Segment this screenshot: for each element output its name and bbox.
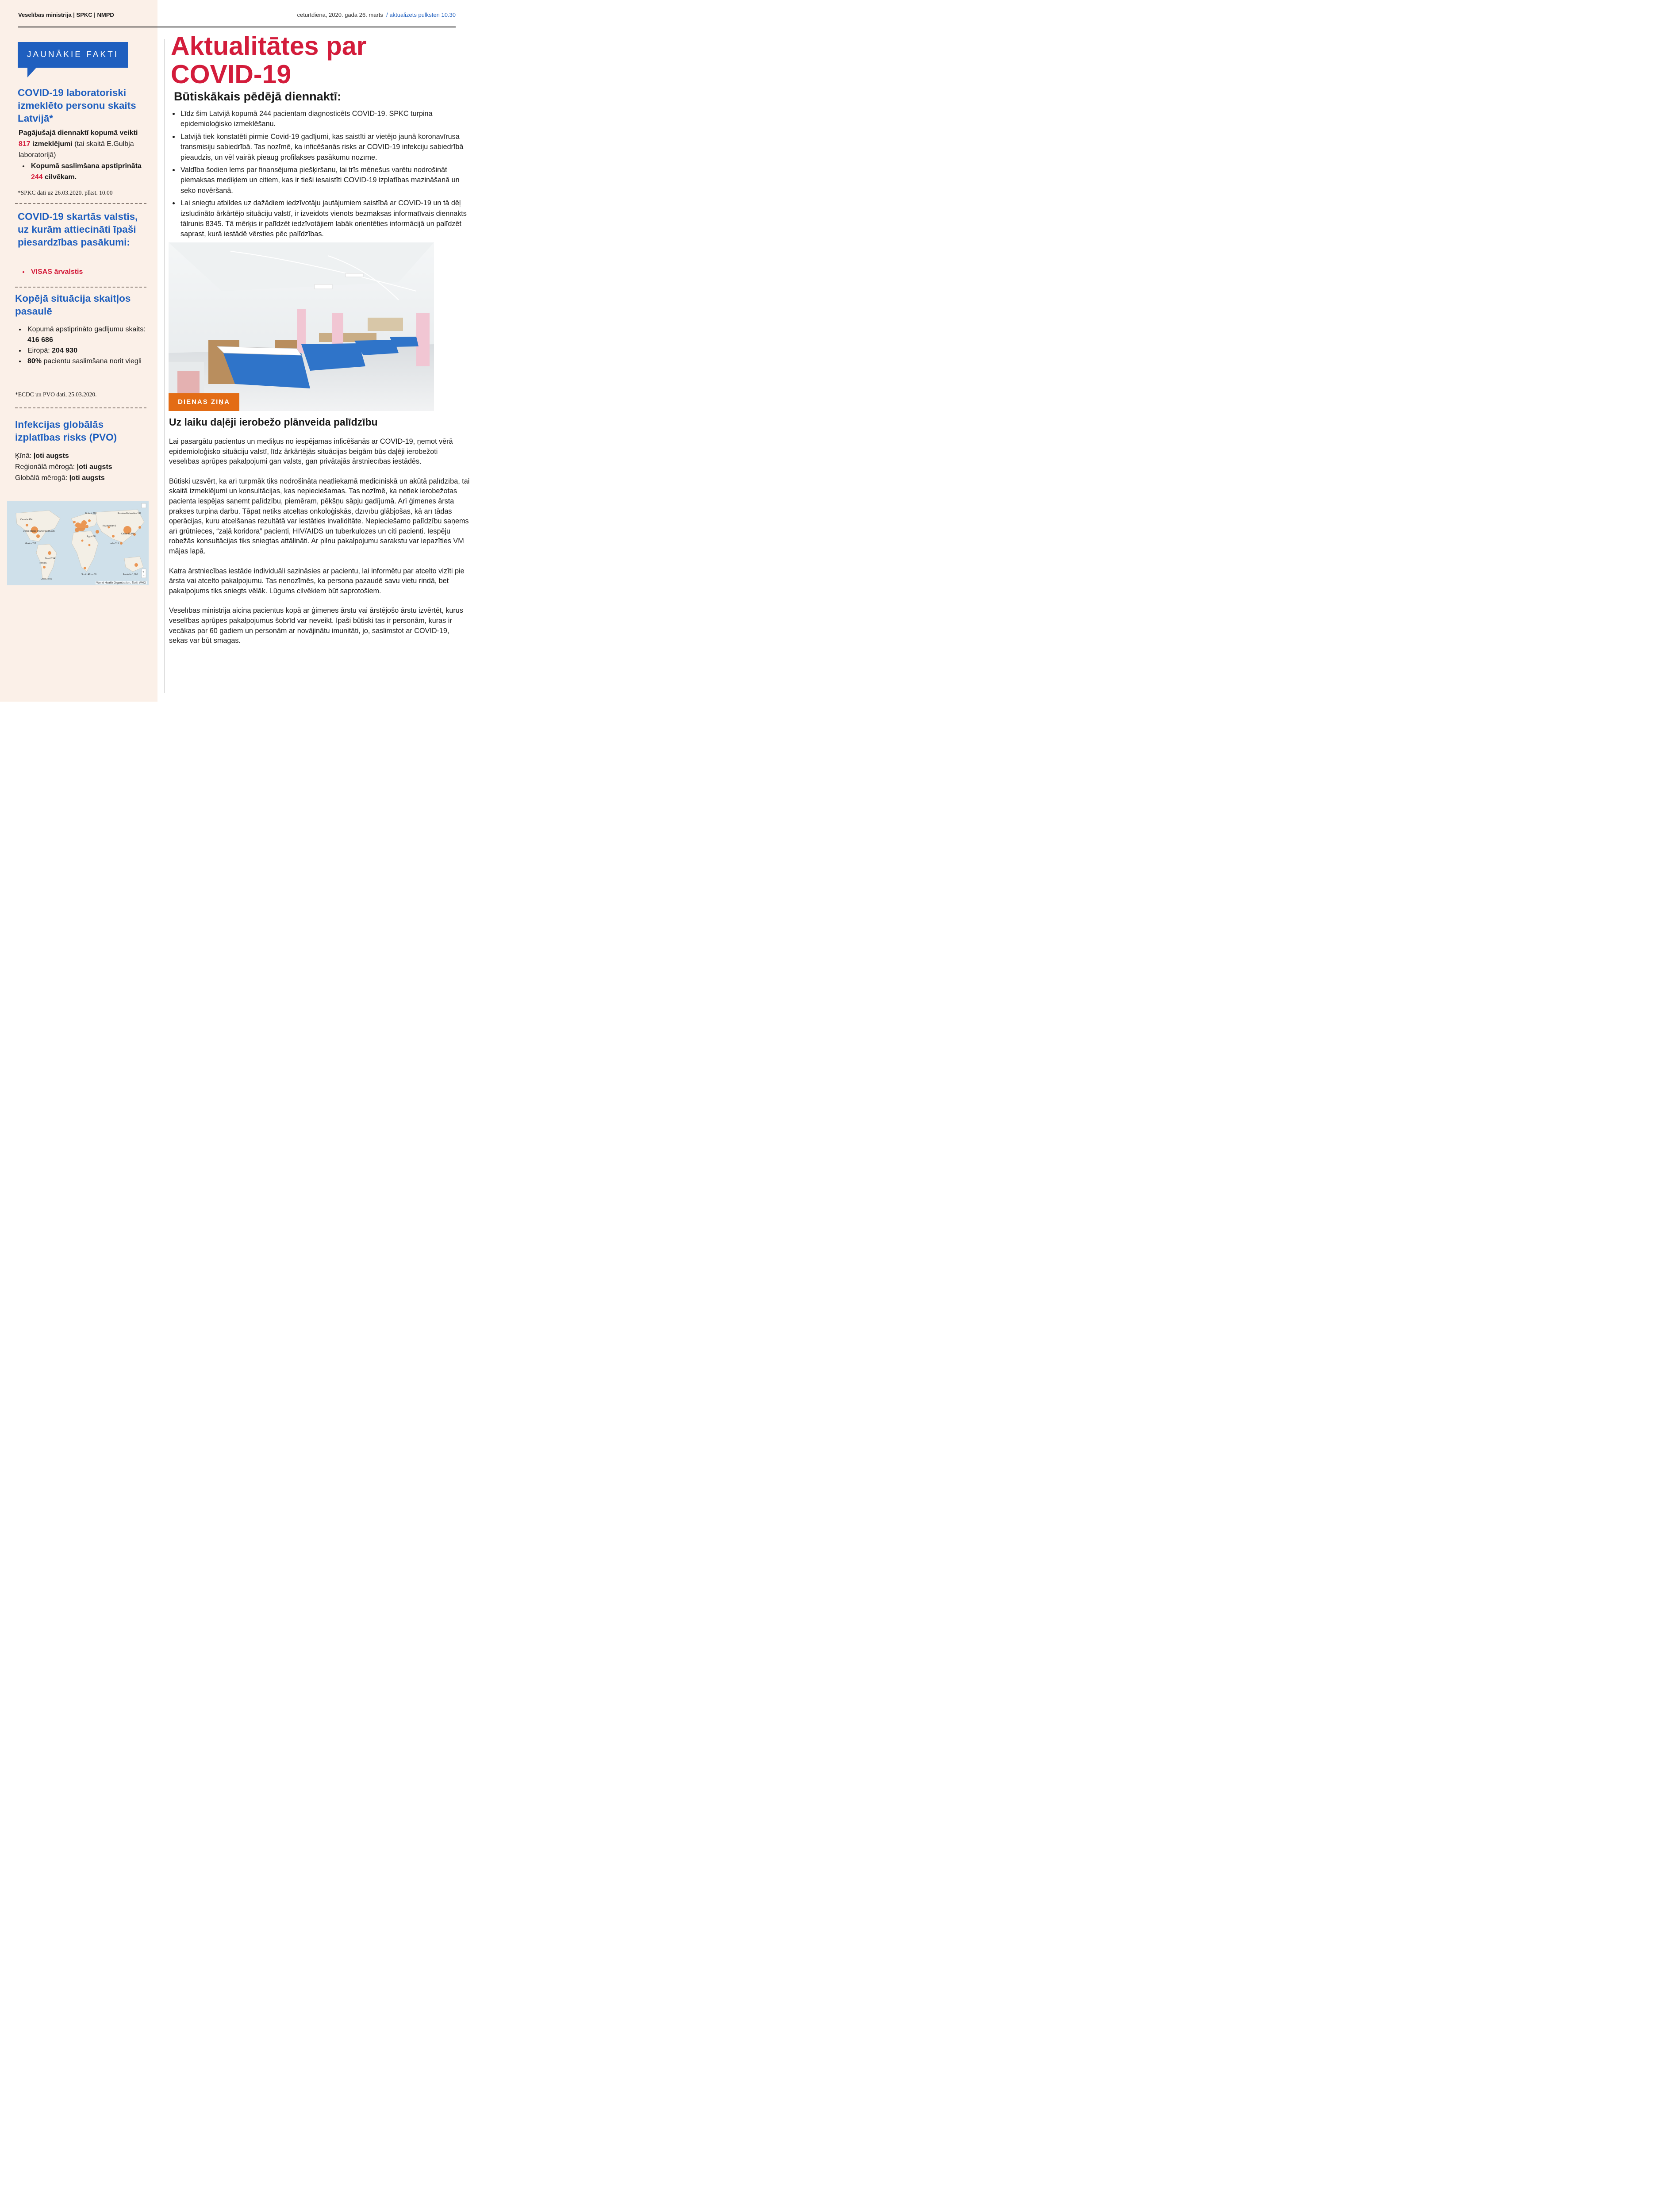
mild-value: 80% <box>27 357 42 365</box>
risk-regional-label: Reģionālā mērogā: <box>15 463 77 471</box>
summary-item: • Valdība šodien lems par finansējuma piešķiršanu, lai trīs mēnešus varētu nodrošināt piemaksas mediķiem un citiem, kas ir tieši iesaistīti COVID-19 izplatības mazināšanā un seko novēršanā. <box>180 165 472 196</box>
map-graphic <box>7 501 149 585</box>
countries-heading: COVID-19 skartās valstis, uz kurām attiecināti īpaši piesardzības pasākumi: <box>18 211 138 248</box>
svg-text:United States of America:55,03: United States of America:55,036 <box>23 530 55 533</box>
svg-text:Finland:880: Finland:880 <box>85 512 97 515</box>
summary-item: • Latvijā tiek konstatēti pirmie Covid-19 gadījumi, kas saistīti ar vietējo jaunā koronavīrusa transmisiju sabiedrībā. Tas nozīmē, ka inficēšanās risks ar COVID-19 infekciju sabiedrībā pieaudzis, un vēl vairāk pieaug profilakses pasākumu nozīme. <box>180 132 472 163</box>
svg-text:Chile:1,016: Chile:1,016 <box>41 578 52 580</box>
risk-china-label: Ķīnā: <box>15 452 34 460</box>
svg-text:Peru:86: Peru:86 <box>39 562 47 565</box>
risk-china-value: ļoti augsts <box>33 452 69 460</box>
world-total-label: Kopumā apstiprināto gadījumu skaits: <box>27 326 146 333</box>
confirmed-prefix: Kopumā saslimšana apstiprināta <box>31 162 142 170</box>
date-line <box>297 12 456 18</box>
publisher-line: Veselības ministrija | SPKC | NMPD <box>18 12 114 18</box>
tests-daily-suffix: izmeklējumi <box>30 140 73 148</box>
hospital-ward-illustration <box>169 242 434 411</box>
world-stats-list <box>17 324 154 367</box>
svg-text:Australia:1,760: Australia:1,760 <box>123 573 138 576</box>
svg-text:−: − <box>142 575 145 578</box>
hospital-ward-photo <box>169 242 434 411</box>
europe-item <box>26 346 154 356</box>
date-text: ceturtdiena, 2020. gada 26. marts <box>297 12 383 18</box>
risk-global <box>15 472 148 484</box>
risk-global-label: Globālā mērogā: <box>15 474 69 482</box>
badge-speech-tail <box>27 68 36 77</box>
risk-china <box>15 450 148 461</box>
map-credit: World Health Organization, Esri | WHO <box>96 581 146 584</box>
europe-value: 204 930 <box>52 347 77 354</box>
mild-label: pacientu saslimšana norit viegli <box>42 357 142 365</box>
svg-text:Mexico:252: Mexico:252 <box>25 542 36 545</box>
risk-regional <box>15 461 148 472</box>
title-line-1: Aktualitātes par <box>171 31 367 61</box>
svg-text:India:519: India:519 <box>110 542 119 545</box>
confirmed-count: 244 <box>31 173 43 181</box>
updated-time: / aktualizēts pulksten 10.30 <box>386 12 456 18</box>
tests-daily-count: 817 <box>19 140 31 148</box>
article-paragraph: Lai pasargātu pacientus un mediķus no iespējamas inficēšanās ar COVID-19, ņemot vērā epidemioloģisko situāciju valstī, līdz ārkārtējās situācijas beigām būs daļēji ierobežoti veselības aprūpes pakalpojumi gan valsts, gan privātajās ārstniecības iestādēs. <box>169 438 453 466</box>
tests-daily-text <box>19 127 147 161</box>
svg-text:Egypt:86: Egypt:86 <box>87 535 96 538</box>
latest-facts-badge: JAUNĀKIE FAKTI <box>18 42 128 68</box>
world-total-item <box>26 324 154 346</box>
column-divider <box>164 39 165 693</box>
svg-text:Kazakhstan:6: Kazakhstan:6 <box>103 525 116 527</box>
summary-list <box>171 109 472 242</box>
svg-text:South Africa:30: South Africa:30 <box>81 573 96 576</box>
world-heading: Kopējā situācija skaitļos pasaulē <box>15 293 131 317</box>
risk-global-value: ļoti augsts <box>69 474 105 482</box>
world-total-value: 416 686 <box>27 336 53 344</box>
risk-list <box>15 450 148 484</box>
tests-confirmed-item <box>29 161 149 183</box>
countries-list <box>20 266 149 277</box>
svg-text:China:81,848: China:81,848 <box>121 533 134 535</box>
confirmed-suffix: cilvēkam. <box>42 173 77 181</box>
summary-heading: Būtiskākais pēdējā diennaktī: <box>174 90 342 103</box>
svg-text:Russian Federation:199: Russian Federation:199 <box>118 512 142 515</box>
mild-item <box>26 356 154 367</box>
article-paragraph: Veselības ministrija aicina pacientus kopā ar ģimenes ārstu vai ārstējošo ārstu izvērtēt, kurus veselības aprūpes pakalpojumus šobrīd var neveikt. Īpaši būtiski tas ir personām, kuras ir vecākas par 60 gadiem un personām ar novājinātu imunitāti, jo, saslimstot ar COVID-19, sekas var būt smagas. <box>169 607 463 645</box>
svg-text:Brazil:234: Brazil:234 <box>45 557 55 560</box>
title-line-2: COVID-19 <box>171 60 292 89</box>
europe-label: Eiropā: <box>27 347 52 354</box>
tests-daily-prefix: Pagājušajā diennaktī kopumā veikti <box>19 129 138 137</box>
risk-heading: Infekcijas globālās izplatības risks (PVO) <box>15 419 117 443</box>
countries-item: • VISAS ārvalstis <box>29 266 149 277</box>
risk-regional-value: ļoti augsts <box>77 463 112 471</box>
spkc-source-note: *SPKC dati uz 26.03.2020. plkst. 10.00 <box>18 189 113 196</box>
svg-text:Canada:424: Canada:424 <box>20 518 33 521</box>
daily-news-tag: DIENAS ZIŅA <box>169 393 239 411</box>
tests-heading: COVID-19 laboratoriski izmeklēto personu skaits Latvijā* <box>18 87 136 124</box>
summary-item: • Līdz šim Latvijā kopumā 244 pacientam diagnosticēts COVID-19. SPKC turpina epidemioloģisko izmeklēšanu. <box>180 109 472 130</box>
tests-confirmed-list <box>20 161 149 183</box>
tests-daily-note: (tai skaitā E.Gulbja laboratorijā) <box>19 140 134 159</box>
divider-dashed <box>15 287 146 288</box>
divider-dashed <box>15 203 146 204</box>
who-world-map <box>7 501 149 585</box>
svg-text:+: + <box>142 571 145 574</box>
article-heading: Uz laiku daļēji ierobežo plānveida palīdzību <box>169 416 378 428</box>
page-title <box>171 32 367 88</box>
article-paragraph: Katra ārstniecības iestāde individuāli sazināsies ar pacientu, lai informētu par atcelto vizīti pie ārsta vai atcelto pakalpojumu. Tas nenozīmēs, ka persona pazaudē savu vietu rindā, bet pakalpojums tiks sniegts vēlāk. Lūgums cilvēkiem būt saprotošiem. <box>169 567 465 595</box>
ecdc-source-note: *ECDC un PVO dati, 25.03.2020. <box>15 391 97 398</box>
article-paragraph: Būtiski uzsvērt, ka arī turpmāk tiks nodrošināta neatliekamā medicīniskā un akūtā palīdzība, tai skaitā izmeklējumi un konsultācijas, kas nepieciešamas. Tas nozīmē, ka netiek ierobežotas pacienta iespējas saņemt palīdzību, piemēram, pēkšņu sāpju gadījumā. Arī ģimenes ārsta prakses turpina darbu. Tāpat netiks atceltas onkoloģiskās, dzīvību glābjošas, kā arī tādas operācijas, kuru atcelšanas rezultātā var iestāties invaliditāte. Nepieciešamo palīdzību saņems arī grūtnieces, “zaļā koridora” pacienti, HIV/AIDS un tuberkulozes un citi pacienti. Iespēju robežās konsultācijas tiks sniegtas attālināti. Ar pilnu pakalpojumu sarakstu var iepazīties VM mājas lapā. <box>169 477 470 555</box>
divider-dashed <box>15 407 146 408</box>
article-body <box>169 437 470 656</box>
summary-item: • Lai sniegtu atbildes uz dažādiem iedzīvotāju jautājumiem saistībā ar COVID-19 un tā dēļ izsludināto ārkārtējo situāciju valstī, ir izveidots vienots bezmaksas informatīvais diennakts tālrunis 8345. Tā mērķis ir palīdzēt iedzīvotājiem labāk orientēties informācijā un palīdzēt saprast, kurā iestādē vērsties pēc palīdzības. <box>180 198 472 240</box>
